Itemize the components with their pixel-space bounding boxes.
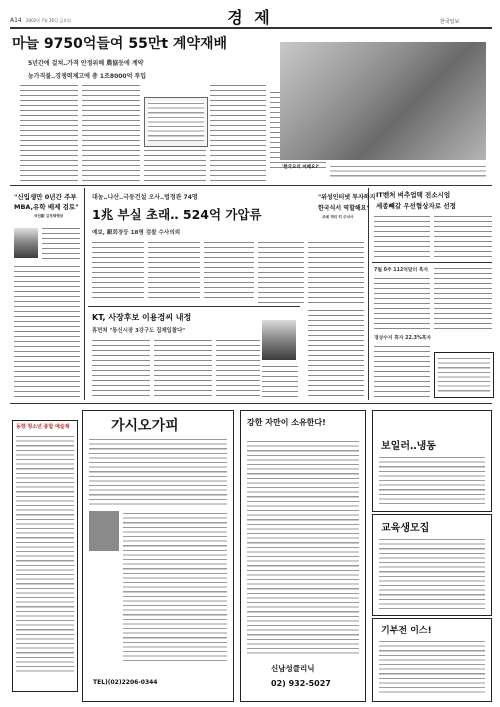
lead-body-3 [144,148,206,183]
right-headline-line1: "위성인터넷 투자하지 [318,194,376,201]
ad-right-top-body [379,455,485,505]
ad-clinic-name: 신남성클리닉 [271,664,315,673]
ad-right-mid-title: 교육생모집 [381,523,430,534]
lead-body-4 [210,83,266,183]
mid-divider [88,306,300,307]
mid-kicker: 대농‥나산‥극동건설 오사‥법정관 74명 [92,194,198,201]
small-ad-right[interactable] [434,352,494,398]
kt-body-1 [92,338,150,400]
page-date: 2002년 7월 26일 금요일 [26,18,71,23]
ad-left-title: 동향 청소년 종합 예술제 [16,424,70,430]
it-body-2 [434,214,492,260]
lead-body-2 [82,83,140,183]
kt-portrait [262,320,296,360]
it-body-1 [374,214,430,260]
lead-headline: 마늘 9750억들여 55만t 계약재배 [12,36,228,52]
mid-subhead: 예보, 銀회장등 18명 검찰 수사의뢰 [92,230,181,236]
mid-headline: 1兆 부실 초래‥ 524억 가압류 [92,207,262,222]
ad-clinic[interactable] [240,410,366,702]
col1-kicker: 국민銀 김정태행장 [34,214,64,218]
ad-clinic-body [247,439,359,655]
mid-body-1 [92,240,144,302]
ad-clinic-phone: 02) 932-5027 [271,679,331,688]
ad-karaoke-brand: 가시오가피 [111,418,179,434]
mid-body-2 [148,240,200,302]
ad-karaoke-phone: TEL)(02)2206-0344 [93,679,158,686]
it-brief-2: 경상수지 흑자 22.3%흑자 [374,336,432,341]
it-brief-2-body [374,344,430,400]
small-ad-text [438,356,490,392]
ad-right-bottom-body [379,639,485,695]
it-headline-line2: 세종빼갈 우선협상자로 선정 [376,202,456,210]
kt-body-4 [262,364,298,400]
chart-table [148,101,204,141]
kt-body-2 [154,338,212,400]
it-brief-1: 7월 0주 112억달러 흑자 [374,268,429,273]
it-headline-line1: IT벤처 벼추업택 전소시엄 [376,191,451,199]
right-headline-line2: 한국식서 역할해요" [318,205,370,212]
lead-body-1 [20,83,78,183]
lead-subhead-2: 농가직불‥경쟁력제고에 총 1조8000억 투입 [28,73,147,80]
col1-headline-line1: "신입생만 0년간 주부 [14,193,77,201]
right-kicker: 코메 게리 킥 주식사 [322,215,354,219]
header-rule [10,27,492,29]
it-divider [372,262,492,263]
photo-caption-text [330,164,486,180]
section-title: 경 제 [227,8,273,27]
kt-body-5 [308,308,364,400]
kt-subhead: 휴먼쳐 "통신시장 3강구도 집체입찰다" [92,328,186,334]
mid-body-5 [308,240,364,304]
mid-right-rule [368,188,369,400]
ad-right-mid-body [379,537,485,609]
kt-headline: KT, 사장후보 이용경씨 내정 [92,313,192,322]
ad-right-bottom[interactable] [372,618,492,702]
ad-right-top[interactable] [372,410,492,512]
mid-body-3 [204,240,254,302]
lead-chart-box [144,97,208,147]
it-brief-1-body-b [434,266,492,330]
paper-name: 한국일보 [440,19,460,25]
mid-body-4 [258,240,304,304]
col1-right-rule [84,188,85,400]
lead-subhead-1: 5년간에 걸쳐‥가격 안정위해 農協등에 계약 [28,60,144,67]
lead-bottom-rule [10,185,492,186]
photo-caption: '한국요리 어때요?' [282,165,320,170]
page-number: A14 [10,17,22,24]
col1-headline-line2: MBA,유학 배제 검토" [14,203,79,211]
ad-clinic-headline: 강한 자만이 소유한다! [247,418,326,427]
ad-left-body [16,434,74,674]
it-brief-1-body [374,276,430,330]
ad-karaoke-body-1 [89,437,227,507]
ads-top-rule [10,403,492,404]
lead-photo [280,42,486,160]
col1-body-b [14,264,80,398]
ad-karaoke-body-2 [123,511,227,661]
ad-karaoke-photo [89,511,119,551]
ad-right-mid[interactable] [372,514,492,616]
col1-body-a [42,226,80,262]
ad-left[interactable] [12,420,78,692]
ad-right-top-title: 보일러‥냉동 [381,441,436,452]
ad-right-bottom-title: 기부전 이스! [381,626,432,636]
kt-body-3 [216,338,260,400]
col1-portrait [14,228,38,258]
ad-karaoke[interactable] [82,410,234,702]
